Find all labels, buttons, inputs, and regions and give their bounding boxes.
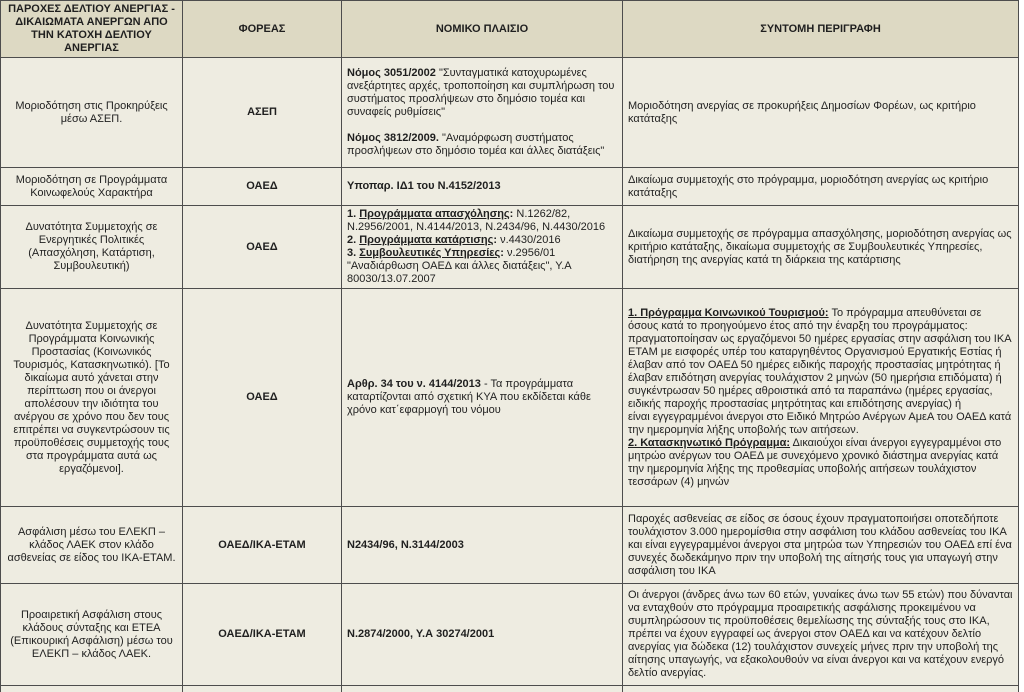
text-segment: Δικαίωμα συμμετοχής στο πρόγραμμα, μοριοδότηση ανεργίας ως κριτήριο κατάταξης [628,173,989,199]
paragraph [347,234,617,247]
paragraph [628,589,1013,680]
text-segment: πραγματοποίησαν ως εργαζόμενοι 50 ημέρες εργασίας στην ασφάλιση του ΙΚΑ ΕΤΑΜ με εισφορές υπέρ του καταργηθέντος Οργανισμού Εργατικής Εστίας ή [628,332,1011,358]
paragraph [628,372,1013,385]
text-segment: : [509,208,514,220]
text-segment: Νόμος 3051/2002 [347,67,439,79]
table-row [1,58,1019,168]
text-segment: Υποπαρ. ΙΔ1 του Ν.4152/2013 [347,180,501,192]
header-agency: ΦΟΡΕΑΣ [183,1,342,58]
text-segment: 1. Πρόγραμμα Κοινωνικού Τουρισμού: [628,306,829,319]
paragraph [347,247,617,286]
paragraph [347,378,617,417]
paragraph [628,385,1013,411]
legal-cell [342,58,623,168]
text-segment: "Συνταγματικά κατοχυρωμένες ανεξάρτητες αρχές, τροποποίηση και συμπλήρωση του συστήματος προσλήψεων στο δημόσιο τομέα και συναφείς ρυθμίσεις" [347,67,615,118]
paragraph [347,67,617,119]
table-row [1,289,1019,507]
description-cell [623,584,1019,686]
text-segment: 1. [347,208,360,220]
text-segment: Ν2434/96, Ν.3144/2003 [347,538,464,551]
text-segment: Ν.1262/82, Ν.2956/2001, Ν.4144/2013, Ν.2434/96, Ν.4430/2016 [347,208,606,233]
paragraph [628,333,1013,359]
legal-cell [342,206,623,289]
benefit-cell: Μοριοδότηση στις Προκηρύξεις μέσω ΑΣΕΠ. [1,58,183,168]
legal-cell [342,168,623,206]
text-segment: "Αναμόρφωση συστήματος προσλήψεων στο δημόσιο τομέα και άλλες διατάξεις" [347,132,605,157]
text-segment: συγκέντρωσαν 50 ημέρες αθροιστικά από τα παραπάνω (ημέρες εργασίας, ειδικής παροχής προστασίας μητρότητας και επιδότησης ανεργίας) ή [628,384,993,410]
table-header [1,1,1019,58]
paragraph [628,100,1013,126]
text-segment: έλαβαν επιδότηση ανεργίας τουλάχιστον 2 μηνών (50 ημερήσια επιδόματα) ή [628,371,1002,384]
partial-cell [623,686,1019,692]
partial-cell [183,686,342,692]
text-segment: Αρθρ. 34 του ν. 4144/2013 [347,378,481,390]
description-cell [623,289,1019,507]
paragraph [347,180,617,193]
agency-cell: ΑΣΕΠ [183,58,342,168]
table-body [1,58,1019,686]
benefit-cell: Δυνατότητα Συμμετοχής σε Προγράμματα Κοινωνικής Προστασίας (Κοινωνικός Τουρισμός, Κατασκηνωτικό). [Το δικαίωμα αυτό χάνεται στην περίπτωση που οι άνεργοι απολέσουν την ιδιότητα του ανέργου σε χρόνο που δεν τους επιτρέπει να συγκεντρώσουν τις προϋποθέσεις συμμετοχής τους στα προγράμματα αυτά ως εργαζόμενοι]. [1,289,183,507]
header-benefit: ΠΑΡΟΧΕΣ ΔΕΛΤΙΟΥ ΑΝΕΡΓΙΑΣ - ΔΙΚΑΙΩΜΑΤΑ ΑΝΕΡΓΩΝ ΑΠΟ ΤΗΝ ΚΑΤΟΧΗ ΔΕΛΤΙΟΥ ΑΝΕΡΓΙΑΣ [1,1,183,58]
paragraph [628,359,1013,372]
header-row [1,1,1019,58]
partial-cell [342,686,623,692]
paragraph [347,132,617,158]
partial-row [1,686,1019,692]
legal-cell [342,289,623,507]
text-segment: Προγράμματα κατάρτισης [359,234,494,246]
text-segment: Συμβουλευτικές Υπηρεσίες [359,247,501,259]
table-row [1,507,1019,584]
table-row [1,168,1019,206]
agency-cell: ΟΑΕΔ [183,206,342,289]
text-segment: Νόμος 3812/2009. [347,132,442,144]
paragraph [628,513,1013,578]
paragraph [628,307,1013,333]
text-segment: ν.2956/01 "Αναδιάρθωση ΟΑΕΔ και άλλες διατάξεις", Υ.Α 80030/13.07.2007 [347,247,572,285]
text-segment: Παροχές ασθενείας σε είδος σε όσους έχουν πραγματοποιήσει οποτεδήποτε τουλάχιστον 3.000 ημερομίσθια στην ασφάλιση του κλάδου ασθενείας του ΙΚΑ και είναι εγγεγραμμένοι άνεργοι στα μητρώα των Υπηρεσιών του ΟΑΕΔ επί ένα συνεχές δωδεκάμηνο πριν την υποβολή της αίτησής τους για υπαγωγή στην ασφάλιση του ΙΚΑ [628,512,1012,577]
text-segment: Οι άνεργοι (άνδρες άνω των 60 ετών, γυναίκες άνω των 55 ετών) που δύνανται να ενταχθούν στο πρόγραμμα προαιρετικής ασφάλισης προκειμένου να συμπληρώσουν τις προϋποθέσεις θεμελίωσης της σύνταξής τους στο ΙΚΑ, πρέπει να έχουν εγγραφεί ως άνεργοι στον ΟΑΕΔ και να κατέχουν δελτίο ανεργίας για δώδεκα (12) τουλάχιστον συνεχείς μήνες πριν την υποβολή της αίτησης υπαγωγής, να εξακολουθούν να είναι άνεργοι και να κατέχουν ενεργό δελτίο ανεργίας. [628,589,1013,679]
benefit-cell: Μοριοδότηση σε Προγράμματα Κοινωφελούς Χαρακτήρα [1,168,183,206]
paragraph [347,539,617,552]
table-row [1,584,1019,686]
text-segment: Ν.2874/2000, Υ.Α 30274/2001 [347,628,495,640]
paragraph [347,628,617,641]
text-segment: Δικαιούχοι είναι άνεργοι εγγεγραμμένοι στο μητρώο ανέργων του ΟΑΕΔ με συνεχόμενο χρονικό διάστημα ανεργίας κατά την ημερομηνία λήξης της προθεσμίας υποβολής αιτήσεων τουλάχιστον τεσσάρων (4) μηνών [628,436,1002,488]
legal-cell [342,584,623,686]
agency-cell: ΟΑΕΔ [183,168,342,206]
text-segment: : [500,247,504,259]
text-segment: έλαβαν από τον ΟΑΕΔ 50 ημέρες ειδικής παροχής προστασίας μητρότητας ή [628,358,1001,371]
benefit-cell: Δυνατότητα Συμμετοχής σε Ενεργητικές Πολιτικές (Απασχόληση, Κατάρτιση, Συμβουλευτική) [1,206,183,289]
paragraph [347,208,617,234]
text-segment: Δικαίωμα συμμετοχής σε πρόγραμμα απασχόλησης, μοριοδότηση ανεργίας ως κριτήριο κατάταξης, δικαίωμα συμμετοχής σε Συμβουλευτικές Υπηρεσίες, διατήρηση της ανεργίας κατά τη διάρκεια της κατάρτισης [628,227,1012,266]
description-cell [623,168,1019,206]
header-legal: ΝΟΜΙΚΟ ΠΛΑΙΣΙΟ [342,1,623,58]
text-segment: Μοριοδότηση ανεργίας σε προκυρήξεις Δημοσίων Φορέων, ως κριτήριο κατάταξης [628,99,976,125]
agency-cell: ΟΑΕΔ [183,289,342,507]
paragraph [628,228,1013,267]
description-cell [623,58,1019,168]
text-segment: Προγράμματα απασχόλησης [359,208,510,220]
text-segment: είναι εγγεγραμμένοι άνεργοι στο Ειδικό Μητρώο Ανέργων ΑμεΑ του ΟΑΕΔ κατά την ημερομηνία λήξης υποβολής των αιτήσεων. [628,410,1012,436]
paragraph [628,411,1013,437]
paragraph [628,174,1013,200]
paragraph [628,437,1013,489]
agency-cell: ΟΑΕΔ/ΙΚΑ-ΕΤΑΜ [183,584,342,686]
text-segment: 2. Κατασκηνωτικό Πρόγραμμα: [628,436,791,449]
text-segment: ν.4430/2016 [497,234,561,246]
header-description: ΣΥΝΤΟΜΗ ΠΕΡΙΓΡΑΦΗ [623,1,1019,58]
table-row [1,206,1019,289]
agency-cell: ΟΑΕΔ/ΙΚΑ-ΕΤΑΜ [183,507,342,584]
partial-row-body [1,686,1019,692]
partial-cell [1,686,183,692]
text-segment: 2. [347,234,360,246]
legal-cell [342,507,623,584]
description-cell [623,206,1019,289]
text-segment: Το πρόγραμμα απευθύνεται σε όσους κατά το προηγούμενο έτος από την έναρξη του προγράμματος: [628,306,982,332]
benefit-cell: Ασφάλιση μέσω του ΕΛΕΚΠ – κλάδος ΛΑΕΚ στον κλάδο ασθενείας σε είδος του ΙΚΑ-ΕΤΑΜ. [1,507,183,584]
text-segment: : [493,234,498,246]
text-segment: 3. [347,247,360,259]
text-segment: - Τα προγράμματα καταρτίζονται από σχετική ΚΥΑ που εκδίδεται κάθε χρόνο κατ΄εφαρμογή του νόμου [347,378,591,416]
benefit-cell: Προαιρετική Ασφάλιση στους κλάδους σύνταξης και ΕΤΕΑ (Επικουρική Ασφάλιση) μέσω του ΕΛΕΚΠ – κλάδος ΛΑΕΚ. [1,584,183,686]
description-cell [623,507,1019,584]
